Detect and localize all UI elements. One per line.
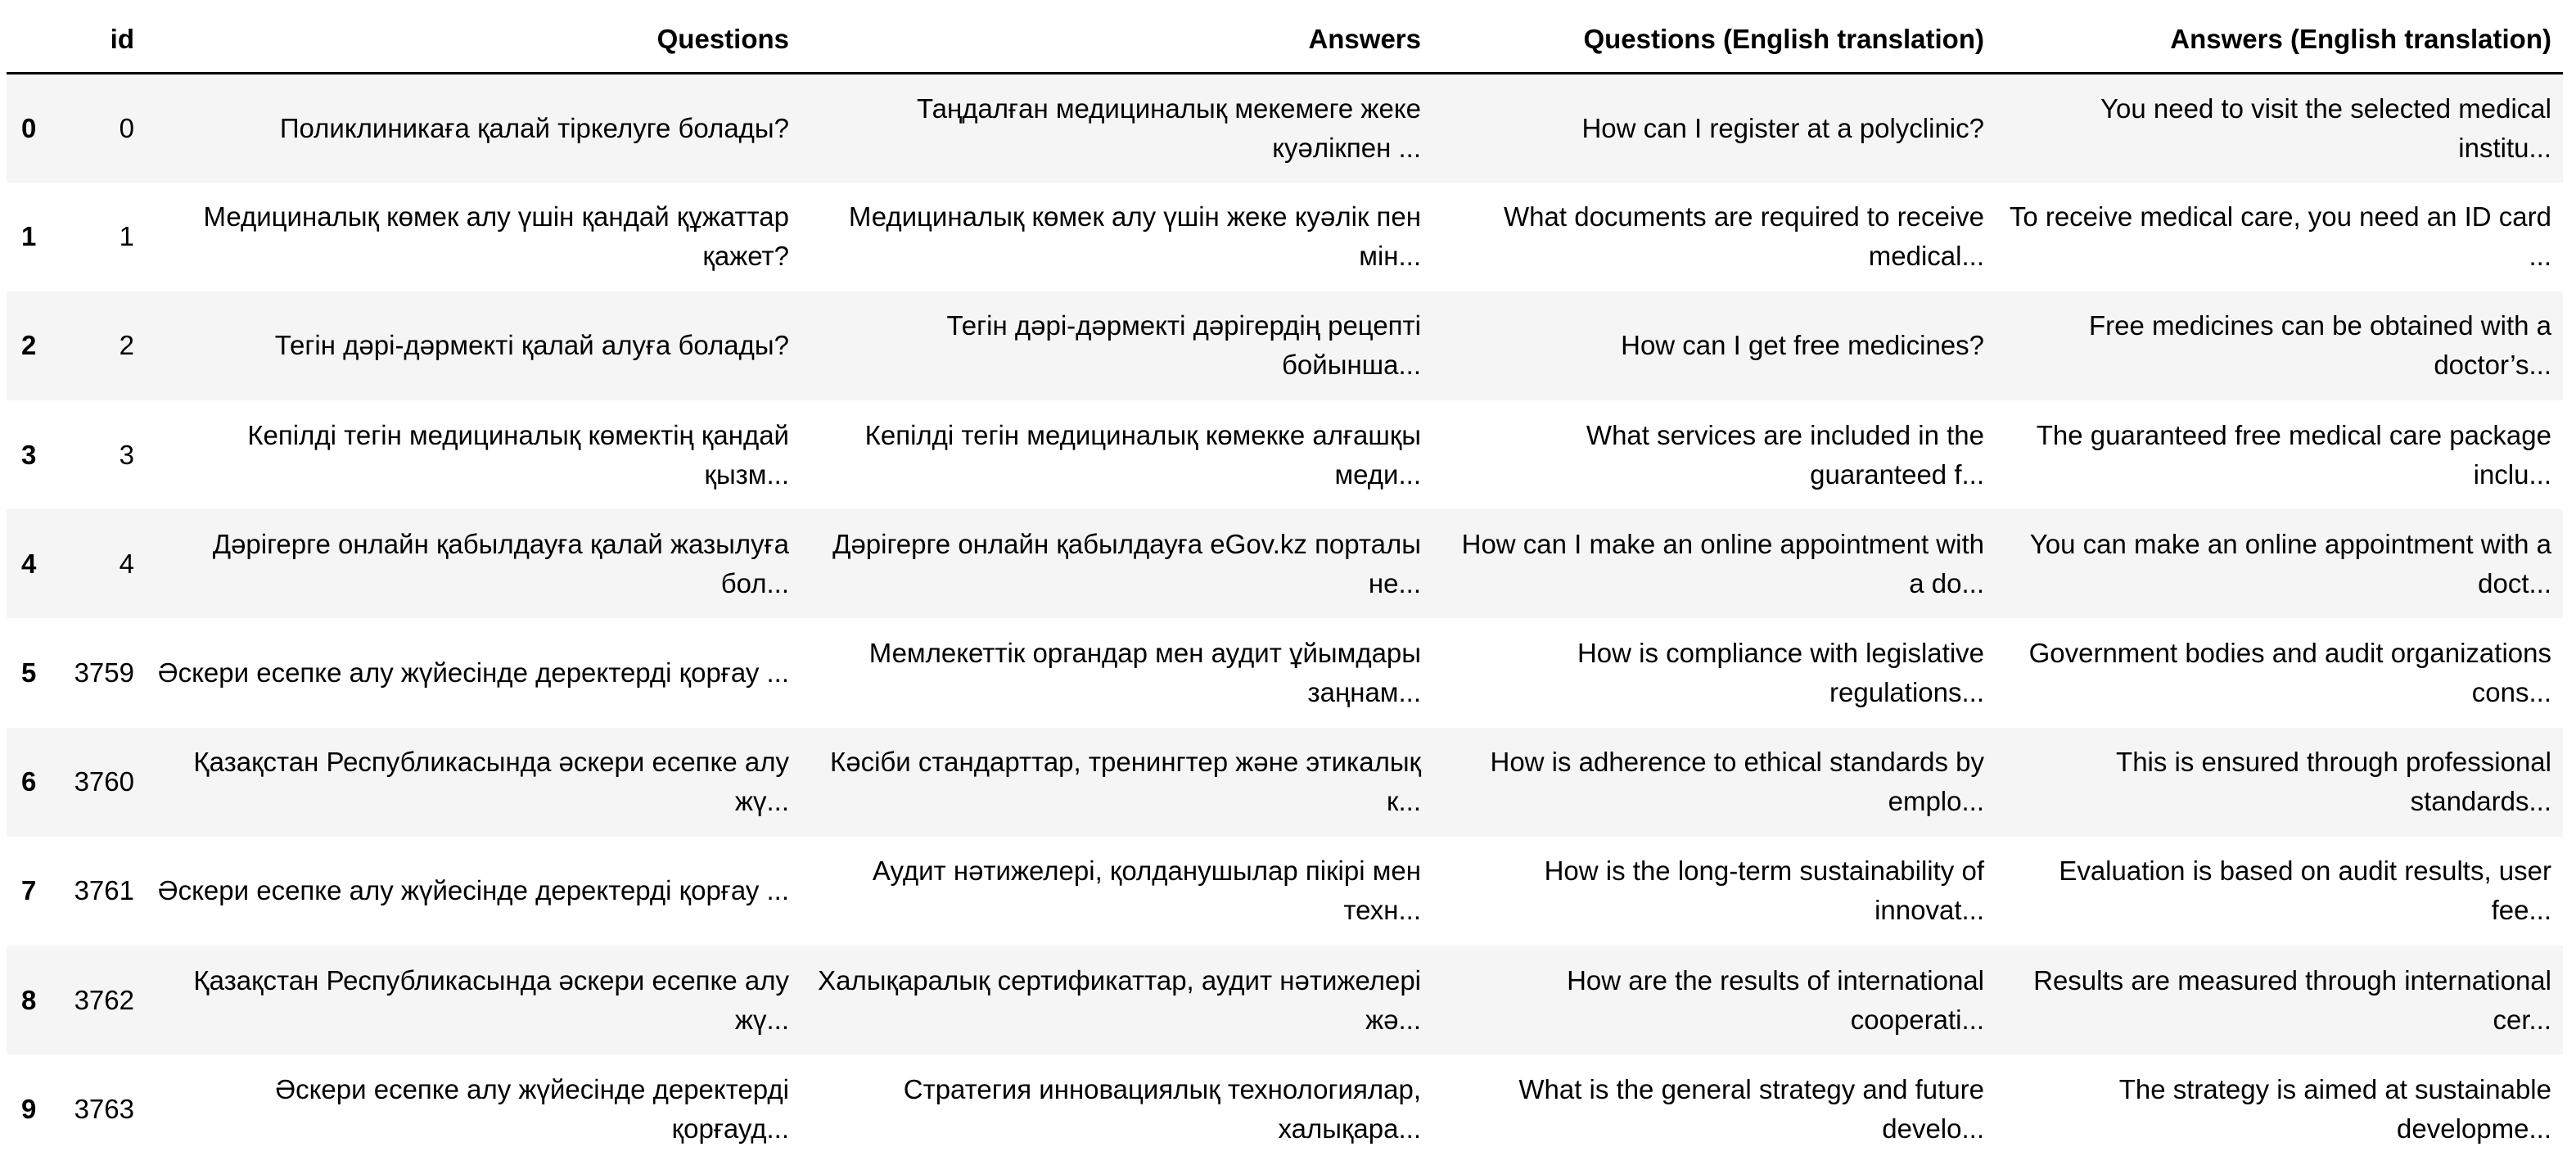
row-id: 3760 bbox=[74, 766, 134, 797]
row-answer-en: You need to visit the selected medical institu... bbox=[2100, 93, 2551, 163]
row-id: 3 bbox=[119, 439, 134, 470]
row-answer-en: Free medicines can be obtained with a doctor’s... bbox=[2089, 310, 2551, 381]
row-index: 8 bbox=[21, 984, 37, 1015]
row-answer: Тегін дәрі-дәрмекті дәрігердің рецепті бойынша... bbox=[946, 310, 1421, 381]
dataframe-table bbox=[7, 7, 2563, 1163]
row-index: 2 bbox=[21, 330, 37, 361]
row-question: Кепілді тегін медициналық көмектің қандай қызм... bbox=[247, 419, 789, 490]
header-id: id bbox=[61, 7, 146, 74]
table-row bbox=[7, 1054, 2563, 1163]
row-index: 6 bbox=[21, 766, 37, 797]
row-answer-en: To receive medical care, you need an ID card ... bbox=[2009, 201, 2551, 272]
row-question: Медициналық көмек алу үшін қандай құжаттар қажет? bbox=[203, 201, 789, 272]
header-answers-en: Answers (English translation) bbox=[1996, 7, 2563, 74]
row-index: 4 bbox=[21, 548, 37, 579]
table-row bbox=[7, 509, 2563, 618]
table-row bbox=[7, 837, 2563, 946]
row-id: 3759 bbox=[74, 657, 134, 689]
row-answer: Аудит нәтижелері, қолданушылар пікірі мен техн... bbox=[872, 856, 1421, 926]
row-answer: Кепілді тегін медициналық көмекке алғашқы меди... bbox=[864, 419, 1421, 490]
row-question-en: How is the long-term sustainability of innovat... bbox=[1544, 856, 1984, 926]
row-answer-en: Evaluation is based on audit results, user fee... bbox=[2059, 856, 2551, 926]
row-question-en: How are the results of international cooperati... bbox=[1567, 964, 1984, 1035]
row-index: 5 bbox=[21, 657, 37, 689]
row-answer: Таңдалған медициналық мекемеге жеке куәлікпен ... bbox=[916, 93, 1421, 163]
row-index: 1 bbox=[21, 221, 37, 252]
row-id: 2 bbox=[119, 330, 134, 361]
table-row bbox=[7, 400, 2563, 509]
table-row bbox=[7, 183, 2563, 291]
row-answer: Халықаралық сертификаттар, аудит нәтижелері жә... bbox=[818, 964, 1421, 1035]
row-question: Поликлиникаға қалай тіркелуге болады? bbox=[279, 112, 789, 143]
row-question: Дәрігерге онлайн қабылдауға қалай жазылуға бол... bbox=[212, 528, 789, 598]
header-index bbox=[7, 7, 61, 74]
header-questions-en: Questions (English translation) bbox=[1432, 7, 1996, 74]
row-index: 9 bbox=[21, 1093, 37, 1124]
row-question-en: What documents are required to receive medical... bbox=[1504, 201, 1984, 272]
row-question: Тегін дәрі-дәрмекті қалай алуға болады? bbox=[274, 330, 789, 361]
row-answer-en: The guaranteed free medical care package inclu... bbox=[2036, 419, 2551, 490]
row-question-en: What is the general strategy and future develo... bbox=[1518, 1073, 1984, 1144]
row-question: Қазақстан Республикасында әскери есепке алу жү... bbox=[193, 747, 789, 817]
row-question-en: How can I make an online appointment with a do... bbox=[1461, 528, 1984, 598]
row-id: 4 bbox=[119, 548, 134, 579]
row-question-en: How is adherence to ethical standards by emplo... bbox=[1490, 747, 1984, 817]
row-index: 3 bbox=[21, 439, 37, 470]
row-id: 0 bbox=[119, 112, 134, 143]
header-answers: Answers bbox=[801, 7, 1432, 74]
header-row bbox=[7, 7, 2563, 74]
row-question: Әскери есепке алу жүйесінде деректерді қорғау ... bbox=[157, 875, 789, 906]
row-answer: Кәсіби стандарттар, тренингтер және этикалық к... bbox=[830, 747, 1421, 817]
table-row bbox=[7, 74, 2563, 183]
row-answer: Дәрігерге онлайн қабылдауға eGov.kz порталы не... bbox=[832, 528, 1421, 598]
table-body bbox=[7, 74, 2563, 1164]
table-row bbox=[7, 946, 2563, 1054]
row-question-en: How can I register at a polyclinic? bbox=[1581, 112, 1984, 143]
row-question-en: How can I get free medicines? bbox=[1621, 330, 1984, 361]
row-question: Қазақстан Республикасында әскери есепке алу жү... bbox=[193, 964, 789, 1035]
row-id: 3762 bbox=[74, 984, 134, 1015]
row-index: 0 bbox=[21, 112, 37, 143]
row-index: 7 bbox=[21, 875, 37, 906]
header-questions: Questions bbox=[146, 7, 801, 74]
row-answer-en: This is ensured through professional standards... bbox=[2116, 747, 2551, 817]
row-question: Әскери есепке алу жүйесінде деректерді қорғауд... bbox=[275, 1073, 789, 1144]
row-answer-en: Government bodies and audit organizations cons... bbox=[2028, 638, 2551, 708]
row-question-en: How is compliance with legislative regulations... bbox=[1577, 638, 1984, 708]
row-answer: Стратегия инновациялық технологиялар, халықара... bbox=[903, 1073, 1421, 1144]
row-answer-en: Results are measured through international cer... bbox=[2033, 964, 2551, 1035]
table-row bbox=[7, 291, 2563, 400]
row-answer: Мемлекеттік органдар мен аудит ұйымдары заңнам... bbox=[868, 638, 1421, 708]
row-answer-en: You can make an online appointment with a doct... bbox=[2029, 528, 2551, 598]
row-answer-en: The strategy is aimed at sustainable developme... bbox=[2118, 1073, 2551, 1144]
row-id: 3761 bbox=[74, 875, 134, 906]
table-row bbox=[7, 618, 2563, 727]
row-question: Әскери есепке алу жүйесінде деректерді қорғау ... bbox=[157, 657, 789, 689]
row-id: 1 bbox=[119, 221, 134, 252]
table-row bbox=[7, 728, 2563, 837]
row-id: 3763 bbox=[74, 1093, 134, 1124]
row-question-en: What services are included in the guaranteed f... bbox=[1586, 419, 1984, 490]
row-answer: Медициналық көмек алу үшін жеке куәлік пен мін... bbox=[848, 201, 1421, 272]
